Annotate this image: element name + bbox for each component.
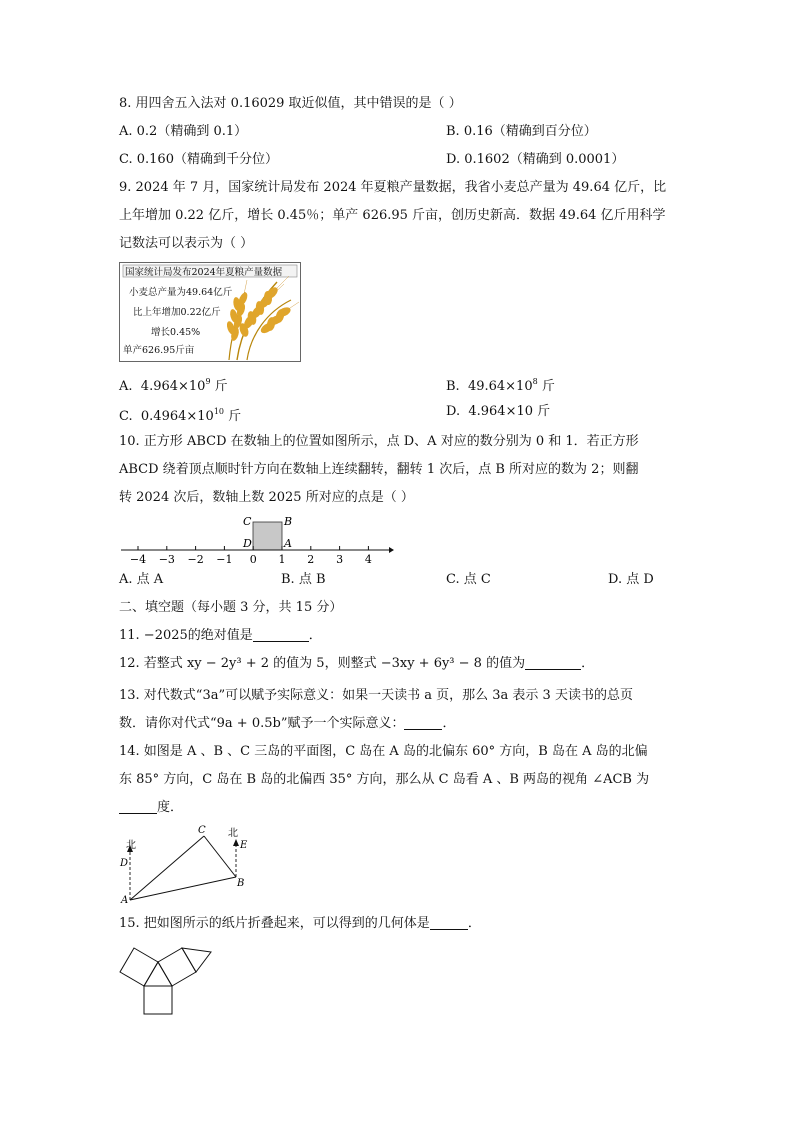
axis-tick-label: −2 (187, 553, 204, 566)
axis-tick-label: −4 (129, 553, 147, 566)
square-abcd (253, 522, 282, 550)
section-heading: 二、填空题（每小题 3 分，共 15 分） (119, 600, 343, 615)
wheat-figure-title: 国家统计局发布2024年夏粮产量数据 (125, 267, 283, 278)
q15: 15. 把如图所示的纸片折叠起来，可以得到的几何体是 ． (119, 916, 481, 931)
net-center-triangle (144, 962, 172, 986)
wheat-line-4: 单产626.95斤亩 (123, 345, 195, 356)
q14-line3: 度． (119, 798, 183, 818)
axis-tick-label: 1 (278, 553, 286, 566)
label-a: A (121, 895, 129, 904)
q9-option-c: C. $0.4964\times 10^{10}$ 斤 (119, 407, 242, 424)
wheat-line-2: 比上年增加0.22亿斤 (133, 307, 221, 318)
net-left-square (120, 948, 158, 986)
axis-tick-label: −3 (158, 553, 175, 566)
q8-option-c: C. 0.160（精确到千分位） (119, 152, 278, 167)
net-bottom-square (144, 986, 172, 1014)
q9-option-d: D. 4.964×10 斤 (446, 404, 551, 419)
north-label-b: 北 (228, 828, 238, 839)
paper-net-svg (118, 940, 214, 1018)
axis-tick-label: −1 (216, 553, 233, 566)
q8-option-b: B. 0.16（精确到百分位） (446, 124, 597, 139)
axis-tick-label: 3 (336, 553, 344, 566)
net-right-square (158, 948, 196, 986)
segment-ac (130, 836, 204, 900)
label-b: B (237, 878, 245, 889)
q15-answer-blank[interactable] (430, 915, 468, 930)
q11-answer-blank[interactable] (253, 627, 309, 642)
point-label-a: A (284, 537, 292, 550)
island-figure-svg (116, 822, 256, 904)
point-label-c: C (243, 515, 252, 528)
q9-stem-line3: 记数法可以表示为（ ） (119, 236, 254, 251)
q9-option-a: A. $4.964\times 10^9$ 斤 (119, 377, 228, 394)
wheat-line-3: 增长0.45% (151, 327, 201, 338)
number-line-figure (119, 512, 394, 566)
q11: 11. −2025的绝对值是 ． (119, 628, 322, 643)
q10-option-d: D. 点 D (608, 572, 654, 587)
point-label-b: B (284, 515, 293, 528)
q14-answer-blank[interactable] (119, 799, 157, 814)
q10-option-b: B. 点 B (281, 572, 326, 587)
q8-option-d: D. 0.1602（精确到 0.0001） (446, 152, 625, 167)
q9-stem-line1: 9. 2024 年 7 月，国家统计局发布 2024 年夏粮产量数据，我省小麦总产量为 49.64 亿斤，比 (119, 180, 667, 195)
segment-ab (130, 877, 236, 900)
wheat-line-1: 小麦总产量为49.64亿斤 (129, 287, 233, 298)
axis-tick-label: 2 (307, 553, 315, 566)
wheat-figure (119, 262, 301, 362)
q10-stem-line1: 10. 正方形 ABCD 在数轴上的位置如图所示，点 D、A 对应的数分别为 0 和 1．若正方形 (119, 434, 639, 449)
q13-line1: 13. 对代数式“3a”可以赋予实际意义：如果一天读书 a 页，那么 3a 表示 3 天读书的总页 (119, 688, 633, 703)
q10-stem-line3: 转 2024 次后，数轴上数 2025 所对应的点是（ ） (119, 490, 414, 505)
q12: 12. 若整式 xy − 2y³ + 2 的值为 5，则整式 −3xy + 6y³ − 8 的值为 ． (119, 656, 595, 671)
axis-tick-label: 0 (249, 553, 257, 566)
q9-stem-line2: 上年增加 0.22 亿斤，增长 0.45％；单产 626.95 斤亩，创历史新高．数据 49.64 亿斤用科学 (119, 208, 666, 223)
axis-arrow-icon (389, 547, 394, 553)
q12-answer-blank[interactable] (525, 655, 581, 670)
label-d: D (120, 858, 129, 869)
q8-option-a: A. 0.2（精确到 0.1） (119, 124, 248, 139)
q13-line2: 数．请你对代式“9a + 0.5b”赋予一个实际意义： ． (119, 716, 456, 731)
label-e: E (240, 840, 248, 851)
q10-stem-line2: ABCD 绕着顶点顺时针方向在数轴上连续翻转，翻转 1 次后，点 B 所对应的数为 2；则翻 (119, 462, 639, 477)
paper-net-figure (118, 940, 214, 1018)
north-label-a: 北 (126, 840, 136, 851)
q14-line1: 14. 如图是 A 、B 、C 三岛的平面图，C 岛在 A 岛的北偏东 60° 方向，B 岛在 A 岛的北偏 (119, 744, 648, 759)
axis-tick-label: 4 (364, 553, 372, 566)
q8-stem: 8. 用四舍五入法对 0.16029 取近似值，其中错误的是（ ） (119, 96, 462, 111)
number-line-svg (119, 512, 394, 566)
q10-option-a: A. 点 A (119, 572, 164, 587)
q9-option-b: B. $49.64\times 10^8$ 斤 (446, 377, 555, 394)
q14-line2: 东 85° 方向，C 岛在 B 岛的北偏西 35° 方向，那么从 C 岛看 A 、B 两岛的视角 ∠ACB 为 (119, 772, 650, 787)
q10-option-c: C. 点 C (446, 572, 491, 587)
island-figure (116, 822, 256, 904)
label-c: C (198, 825, 206, 836)
q13-answer-blank[interactable] (404, 715, 442, 730)
net-side-triangle (182, 948, 211, 972)
segment-cb (204, 836, 236, 877)
north-arrow-b-icon (233, 839, 239, 846)
point-label-d: D (243, 537, 252, 550)
